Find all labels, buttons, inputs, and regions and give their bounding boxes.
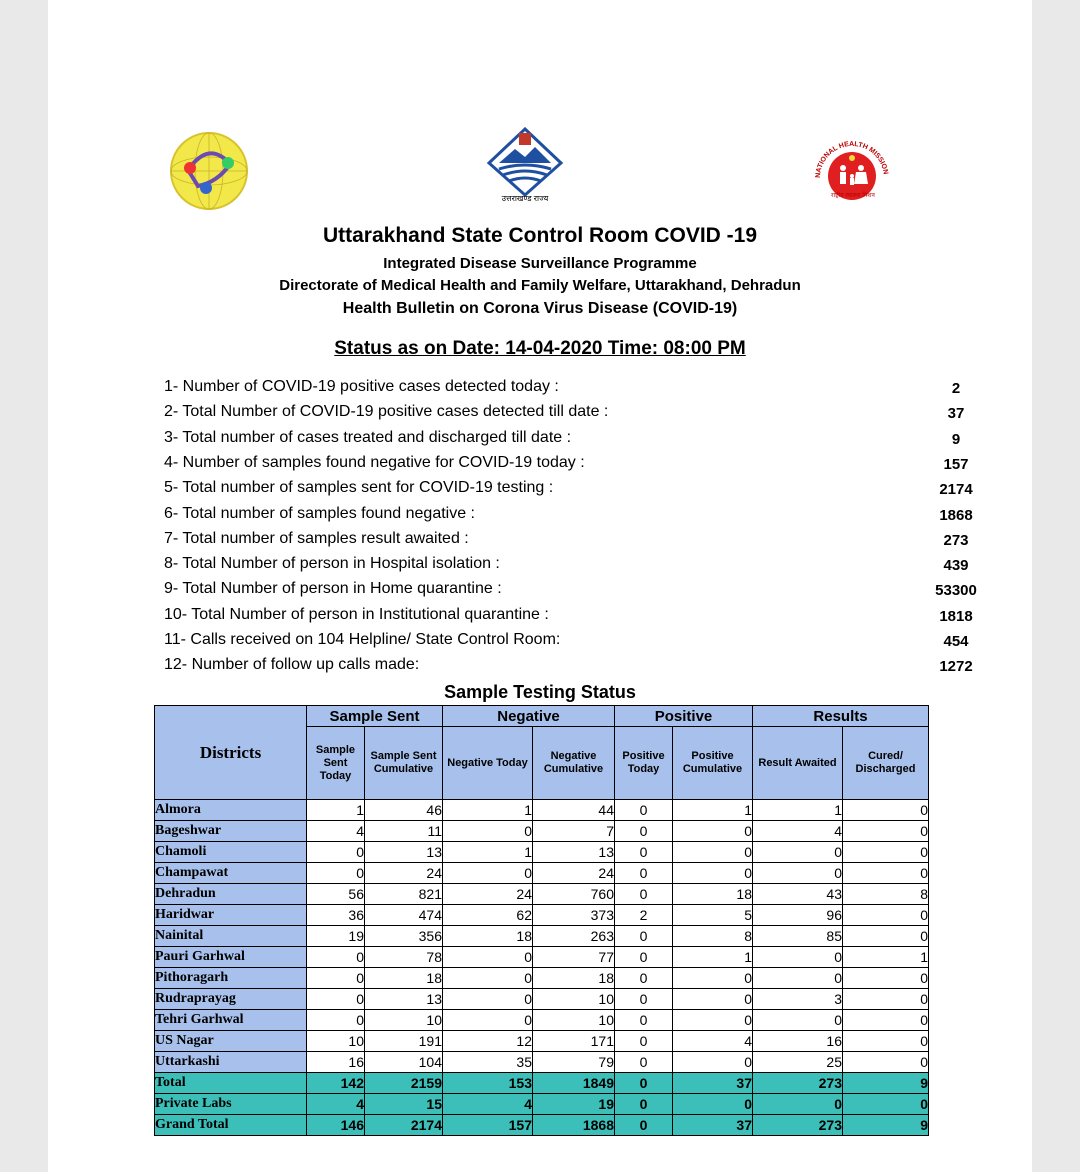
stat-label: 1- Number of COVID-19 positive cases detected today : bbox=[164, 378, 559, 395]
cell-value: 1 bbox=[673, 947, 753, 968]
uttarakhand-logo-caption: उत्तराखण्ड राज्य bbox=[501, 194, 549, 203]
cell-value: 0 bbox=[753, 1094, 843, 1115]
cell-value: 760 bbox=[533, 884, 615, 905]
district-name: Uttarkashi bbox=[155, 1052, 307, 1073]
programme-name: Integrated Disease Surveillance Programme bbox=[383, 255, 697, 272]
cell-value: 0 bbox=[753, 968, 843, 989]
cell-value: 8 bbox=[843, 884, 929, 905]
page-title: Uttarakhand State Control Room COVID -19 bbox=[322, 224, 758, 247]
cell-value: 11 bbox=[365, 821, 443, 842]
cell-value: 0 bbox=[443, 1010, 533, 1031]
stat-row bbox=[164, 580, 977, 604]
col-positive-cumulative: Positive Cumulative bbox=[673, 727, 753, 800]
cell-value: 157 bbox=[443, 1115, 533, 1136]
district-name: Chamoli bbox=[155, 842, 307, 863]
cell-value: 0 bbox=[615, 1094, 673, 1115]
cell-value: 0 bbox=[673, 1052, 753, 1073]
cell-value: 0 bbox=[673, 989, 753, 1010]
cell-value: 19 bbox=[533, 1094, 615, 1115]
cell-value: 10 bbox=[365, 1010, 443, 1031]
cell-value: 4 bbox=[443, 1094, 533, 1115]
cell-value: 0 bbox=[615, 863, 673, 884]
cell-value: 0 bbox=[615, 800, 673, 821]
directorate-name: Directorate of Medical Health and Family Welfare, Uttarakhand, Dehradun bbox=[279, 277, 801, 294]
cell-value: 13 bbox=[365, 842, 443, 863]
group-results: Results bbox=[753, 706, 929, 727]
cell-value: 56 bbox=[307, 884, 365, 905]
stat-label: 12- Number of follow up calls made: bbox=[164, 656, 420, 674]
stat-row bbox=[164, 631, 969, 655]
cell-value: 0 bbox=[753, 863, 843, 884]
cell-value: 0 bbox=[615, 884, 673, 905]
district-name: US Nagar bbox=[155, 1031, 307, 1052]
cell-value: 3 bbox=[753, 989, 843, 1010]
cell-value: 62 bbox=[443, 905, 533, 926]
cell-value: 171 bbox=[533, 1031, 615, 1052]
cell-value: 0 bbox=[843, 821, 929, 842]
cell-value: 8 bbox=[673, 926, 753, 947]
cell-value: 19 bbox=[307, 926, 365, 947]
cell-value: 96 bbox=[753, 905, 843, 926]
cell-value: 0 bbox=[307, 989, 365, 1010]
cell-value: 273 bbox=[753, 1073, 843, 1094]
district-name: Pithoragarh bbox=[155, 968, 307, 989]
district-name: Rudraprayag bbox=[155, 989, 307, 1010]
stat-row bbox=[164, 529, 969, 554]
stat-value: 273 bbox=[943, 531, 969, 549]
table-row bbox=[155, 821, 929, 842]
stat-value: 454 bbox=[943, 633, 969, 650]
cell-value: 10 bbox=[307, 1031, 365, 1052]
cell-value: 373 bbox=[533, 905, 615, 926]
cell-value: 0 bbox=[615, 989, 673, 1010]
cell-value: 0 bbox=[615, 1115, 673, 1136]
cell-value: 191 bbox=[365, 1031, 443, 1052]
cell-value: 0 bbox=[753, 947, 843, 968]
stat-value: 1868 bbox=[939, 506, 973, 524]
table-row bbox=[155, 800, 929, 821]
table-row bbox=[155, 1010, 929, 1031]
district-name: Total bbox=[155, 1073, 307, 1094]
col-cured-discharged: Cured/ Discharged bbox=[843, 727, 929, 800]
district-name: Nainital bbox=[155, 926, 307, 947]
cell-value: 0 bbox=[753, 842, 843, 863]
cell-value: 356 bbox=[365, 926, 443, 947]
cell-value: 0 bbox=[673, 1094, 753, 1115]
cell-value: 5 bbox=[673, 905, 753, 926]
cell-value: 18 bbox=[443, 926, 533, 947]
district-name: Haridwar bbox=[155, 905, 307, 926]
table-row bbox=[155, 905, 929, 926]
cell-value: 0 bbox=[843, 1010, 929, 1031]
stat-label: 4- Number of samples found negative for COVID-19 today : bbox=[164, 453, 585, 471]
cell-value: 4 bbox=[753, 821, 843, 842]
cell-value: 0 bbox=[443, 968, 533, 989]
bulletin-name: Health Bulletin on Corona Virus Disease (COVID-19) bbox=[342, 300, 738, 317]
table-total-row bbox=[155, 1073, 929, 1094]
cell-value: 25 bbox=[753, 1052, 843, 1073]
cell-value: 16 bbox=[307, 1052, 365, 1073]
stat-label: 2- Total Number of COVID-19 positive cases detected till date : bbox=[164, 403, 609, 421]
cell-value: 18 bbox=[365, 968, 443, 989]
cell-value: 273 bbox=[753, 1115, 843, 1136]
stat-value: 2 bbox=[951, 380, 961, 397]
cell-value: 0 bbox=[843, 1094, 929, 1115]
sample-testing-table bbox=[154, 705, 929, 1136]
cell-value: 46 bbox=[365, 800, 443, 821]
stat-value: 439 bbox=[943, 557, 969, 575]
cell-value: 146 bbox=[307, 1115, 365, 1136]
stat-row bbox=[164, 504, 973, 529]
cell-value: 24 bbox=[443, 884, 533, 905]
cell-value: 0 bbox=[673, 863, 753, 884]
table-row bbox=[155, 842, 929, 863]
col-positive-today: Positive Today bbox=[615, 727, 673, 800]
stat-value: 53300 bbox=[935, 582, 977, 600]
cell-value: 7 bbox=[533, 821, 615, 842]
district-name: Tehri Garhwal bbox=[155, 1010, 307, 1031]
cell-value: 24 bbox=[533, 863, 615, 884]
cell-value: 4 bbox=[673, 1031, 753, 1052]
cell-value: 18 bbox=[533, 968, 615, 989]
cell-value: 43 bbox=[753, 884, 843, 905]
status-date-time: Status as on Date: 14-04-2020 Time: 08:00 PM bbox=[334, 338, 746, 359]
cell-value: 0 bbox=[843, 989, 929, 1010]
cell-value: 1 bbox=[443, 800, 533, 821]
cell-value: 0 bbox=[443, 989, 533, 1010]
table-row bbox=[155, 947, 929, 968]
cell-value: 0 bbox=[615, 947, 673, 968]
cell-value: 12 bbox=[443, 1031, 533, 1052]
nhm-logo-caption: राष्ट्रीय स्वास्थ्य मिशन bbox=[831, 193, 875, 199]
cell-value: 1849 bbox=[533, 1073, 615, 1094]
cell-value: 1 bbox=[753, 800, 843, 821]
cell-value: 0 bbox=[443, 863, 533, 884]
cell-value: 0 bbox=[843, 926, 929, 947]
group-negative: Negative bbox=[443, 706, 615, 727]
table-row bbox=[155, 863, 929, 884]
col-negative-today: Negative Today bbox=[443, 727, 533, 800]
cell-value: 13 bbox=[533, 842, 615, 863]
cell-value: 1 bbox=[307, 800, 365, 821]
stat-row bbox=[164, 428, 961, 453]
stat-label: 6- Total number of samples found negative : bbox=[164, 504, 475, 522]
group-sample-sent: Sample Sent bbox=[307, 706, 443, 727]
cell-value: 2174 bbox=[365, 1115, 443, 1136]
stat-label: 3- Total number of cases treated and discharged till date : bbox=[164, 428, 572, 446]
cell-value: 2159 bbox=[365, 1073, 443, 1094]
stat-label: 7- Total number of samples result awaited : bbox=[164, 529, 469, 547]
cell-value: 0 bbox=[615, 1073, 673, 1094]
stat-row bbox=[164, 479, 973, 503]
cell-value: 0 bbox=[843, 1031, 929, 1052]
cell-value: 0 bbox=[307, 947, 365, 968]
stat-row bbox=[164, 555, 969, 579]
cell-value: 9 bbox=[843, 1073, 929, 1094]
cell-value: 10 bbox=[533, 1010, 615, 1031]
stat-value: 9 bbox=[951, 430, 961, 448]
table-body bbox=[155, 800, 929, 1136]
stat-row bbox=[164, 403, 965, 427]
cell-value: 4 bbox=[307, 1094, 365, 1115]
table-total-row bbox=[155, 1115, 929, 1136]
cell-value: 0 bbox=[615, 1052, 673, 1073]
cell-value: 0 bbox=[443, 821, 533, 842]
cell-value: 0 bbox=[307, 842, 365, 863]
table-title: Sample Testing Status bbox=[444, 682, 636, 702]
cell-value: 4 bbox=[307, 821, 365, 842]
table-row bbox=[155, 1052, 929, 1073]
table-row bbox=[155, 968, 929, 989]
cell-value: 153 bbox=[443, 1073, 533, 1094]
stat-row bbox=[164, 656, 973, 680]
cell-value: 0 bbox=[843, 800, 929, 821]
cell-value: 0 bbox=[673, 968, 753, 989]
cell-value: 16 bbox=[753, 1031, 843, 1052]
cell-value: 35 bbox=[443, 1052, 533, 1073]
cell-value: 0 bbox=[673, 1010, 753, 1031]
table-row bbox=[155, 884, 929, 905]
cell-value: 0 bbox=[843, 905, 929, 926]
cell-value: 0 bbox=[843, 863, 929, 884]
stat-value: 157 bbox=[943, 455, 969, 473]
stat-value: 1818 bbox=[939, 607, 973, 625]
cell-value: 0 bbox=[673, 842, 753, 863]
stat-label: 9- Total Number of person in Home quarantine : bbox=[164, 580, 502, 598]
stat-row bbox=[164, 605, 973, 630]
cell-value: 0 bbox=[615, 842, 673, 863]
stat-label: 10- Total Number of person in Institutional quarantine : bbox=[164, 605, 549, 623]
stat-label: 8- Total Number of person in Hospital isolation : bbox=[164, 555, 500, 573]
bulletin-page bbox=[48, 0, 1032, 1172]
cell-value: 18 bbox=[673, 884, 753, 905]
cell-value: 0 bbox=[307, 863, 365, 884]
district-name: Grand Total bbox=[155, 1115, 307, 1136]
stat-value: 1272 bbox=[939, 658, 973, 676]
cell-value: 78 bbox=[365, 947, 443, 968]
cell-value: 263 bbox=[533, 926, 615, 947]
cell-value: 79 bbox=[533, 1052, 615, 1073]
cell-value: 0 bbox=[615, 821, 673, 842]
district-name: Champawat bbox=[155, 863, 307, 884]
cell-value: 9 bbox=[843, 1115, 929, 1136]
col-result-awaited: Result Awaited bbox=[753, 727, 843, 800]
cell-value: 85 bbox=[753, 926, 843, 947]
table-group-header bbox=[155, 706, 929, 727]
col-sample-sent-today: Sample Sent Today bbox=[307, 727, 365, 800]
cell-value: 24 bbox=[365, 863, 443, 884]
cell-value: 37 bbox=[673, 1115, 753, 1136]
cell-value: 1 bbox=[443, 842, 533, 863]
stat-row bbox=[164, 378, 961, 402]
cell-value: 1868 bbox=[533, 1115, 615, 1136]
group-positive: Positive bbox=[615, 706, 753, 727]
table-row bbox=[155, 1031, 929, 1052]
stat-value: 2174 bbox=[939, 481, 973, 499]
table-row bbox=[155, 989, 929, 1010]
cell-value: 0 bbox=[753, 1010, 843, 1031]
district-name: Private Labs bbox=[155, 1094, 307, 1115]
cell-value: 142 bbox=[307, 1073, 365, 1094]
cell-value: 2 bbox=[615, 905, 673, 926]
cell-value: 0 bbox=[443, 947, 533, 968]
cell-value: 44 bbox=[533, 800, 615, 821]
stat-label: 5- Total number of samples sent for COVID-19 testing : bbox=[164, 479, 554, 497]
nhm-ring-text: NATIONAL HEALTH MISSION bbox=[814, 140, 889, 179]
cell-value: 0 bbox=[843, 842, 929, 863]
cell-value: 104 bbox=[365, 1052, 443, 1073]
cell-value: 37 bbox=[673, 1073, 753, 1094]
cell-value: 1 bbox=[673, 800, 753, 821]
idsp-logo bbox=[168, 130, 250, 212]
district-name: Dehradun bbox=[155, 884, 307, 905]
district-name: Pauri Garhwal bbox=[155, 947, 307, 968]
cell-value: 0 bbox=[843, 1052, 929, 1073]
cell-value: 0 bbox=[615, 1031, 673, 1052]
cell-value: 821 bbox=[365, 884, 443, 905]
cell-value: 36 bbox=[307, 905, 365, 926]
col-sample-sent-cumulative: Sample Sent Cumulative bbox=[365, 727, 443, 800]
table-row bbox=[155, 926, 929, 947]
table-total-row bbox=[155, 1094, 929, 1115]
cell-value: 0 bbox=[615, 968, 673, 989]
cell-value: 13 bbox=[365, 989, 443, 1010]
district-name: Bageshwar bbox=[155, 821, 307, 842]
cell-value: 1 bbox=[843, 947, 929, 968]
cell-value: 0 bbox=[673, 821, 753, 842]
stat-row bbox=[164, 453, 969, 478]
cell-value: 0 bbox=[843, 968, 929, 989]
district-name: Almora bbox=[155, 800, 307, 821]
cell-value: 77 bbox=[533, 947, 615, 968]
cell-value: 0 bbox=[307, 968, 365, 989]
cell-value: 0 bbox=[615, 1010, 673, 1031]
cell-value: 15 bbox=[365, 1094, 443, 1115]
cell-value: 0 bbox=[615, 926, 673, 947]
cell-value: 0 bbox=[307, 1010, 365, 1031]
districts-header: Districts bbox=[155, 706, 307, 800]
stat-label: 11- Calls received on 104 Helpline/ State Control Room: bbox=[164, 631, 561, 648]
cell-value: 474 bbox=[365, 905, 443, 926]
stat-value: 37 bbox=[947, 405, 965, 423]
cell-value: 10 bbox=[533, 989, 615, 1010]
col-negative-cumulative: Negative Cumulative bbox=[533, 727, 615, 800]
